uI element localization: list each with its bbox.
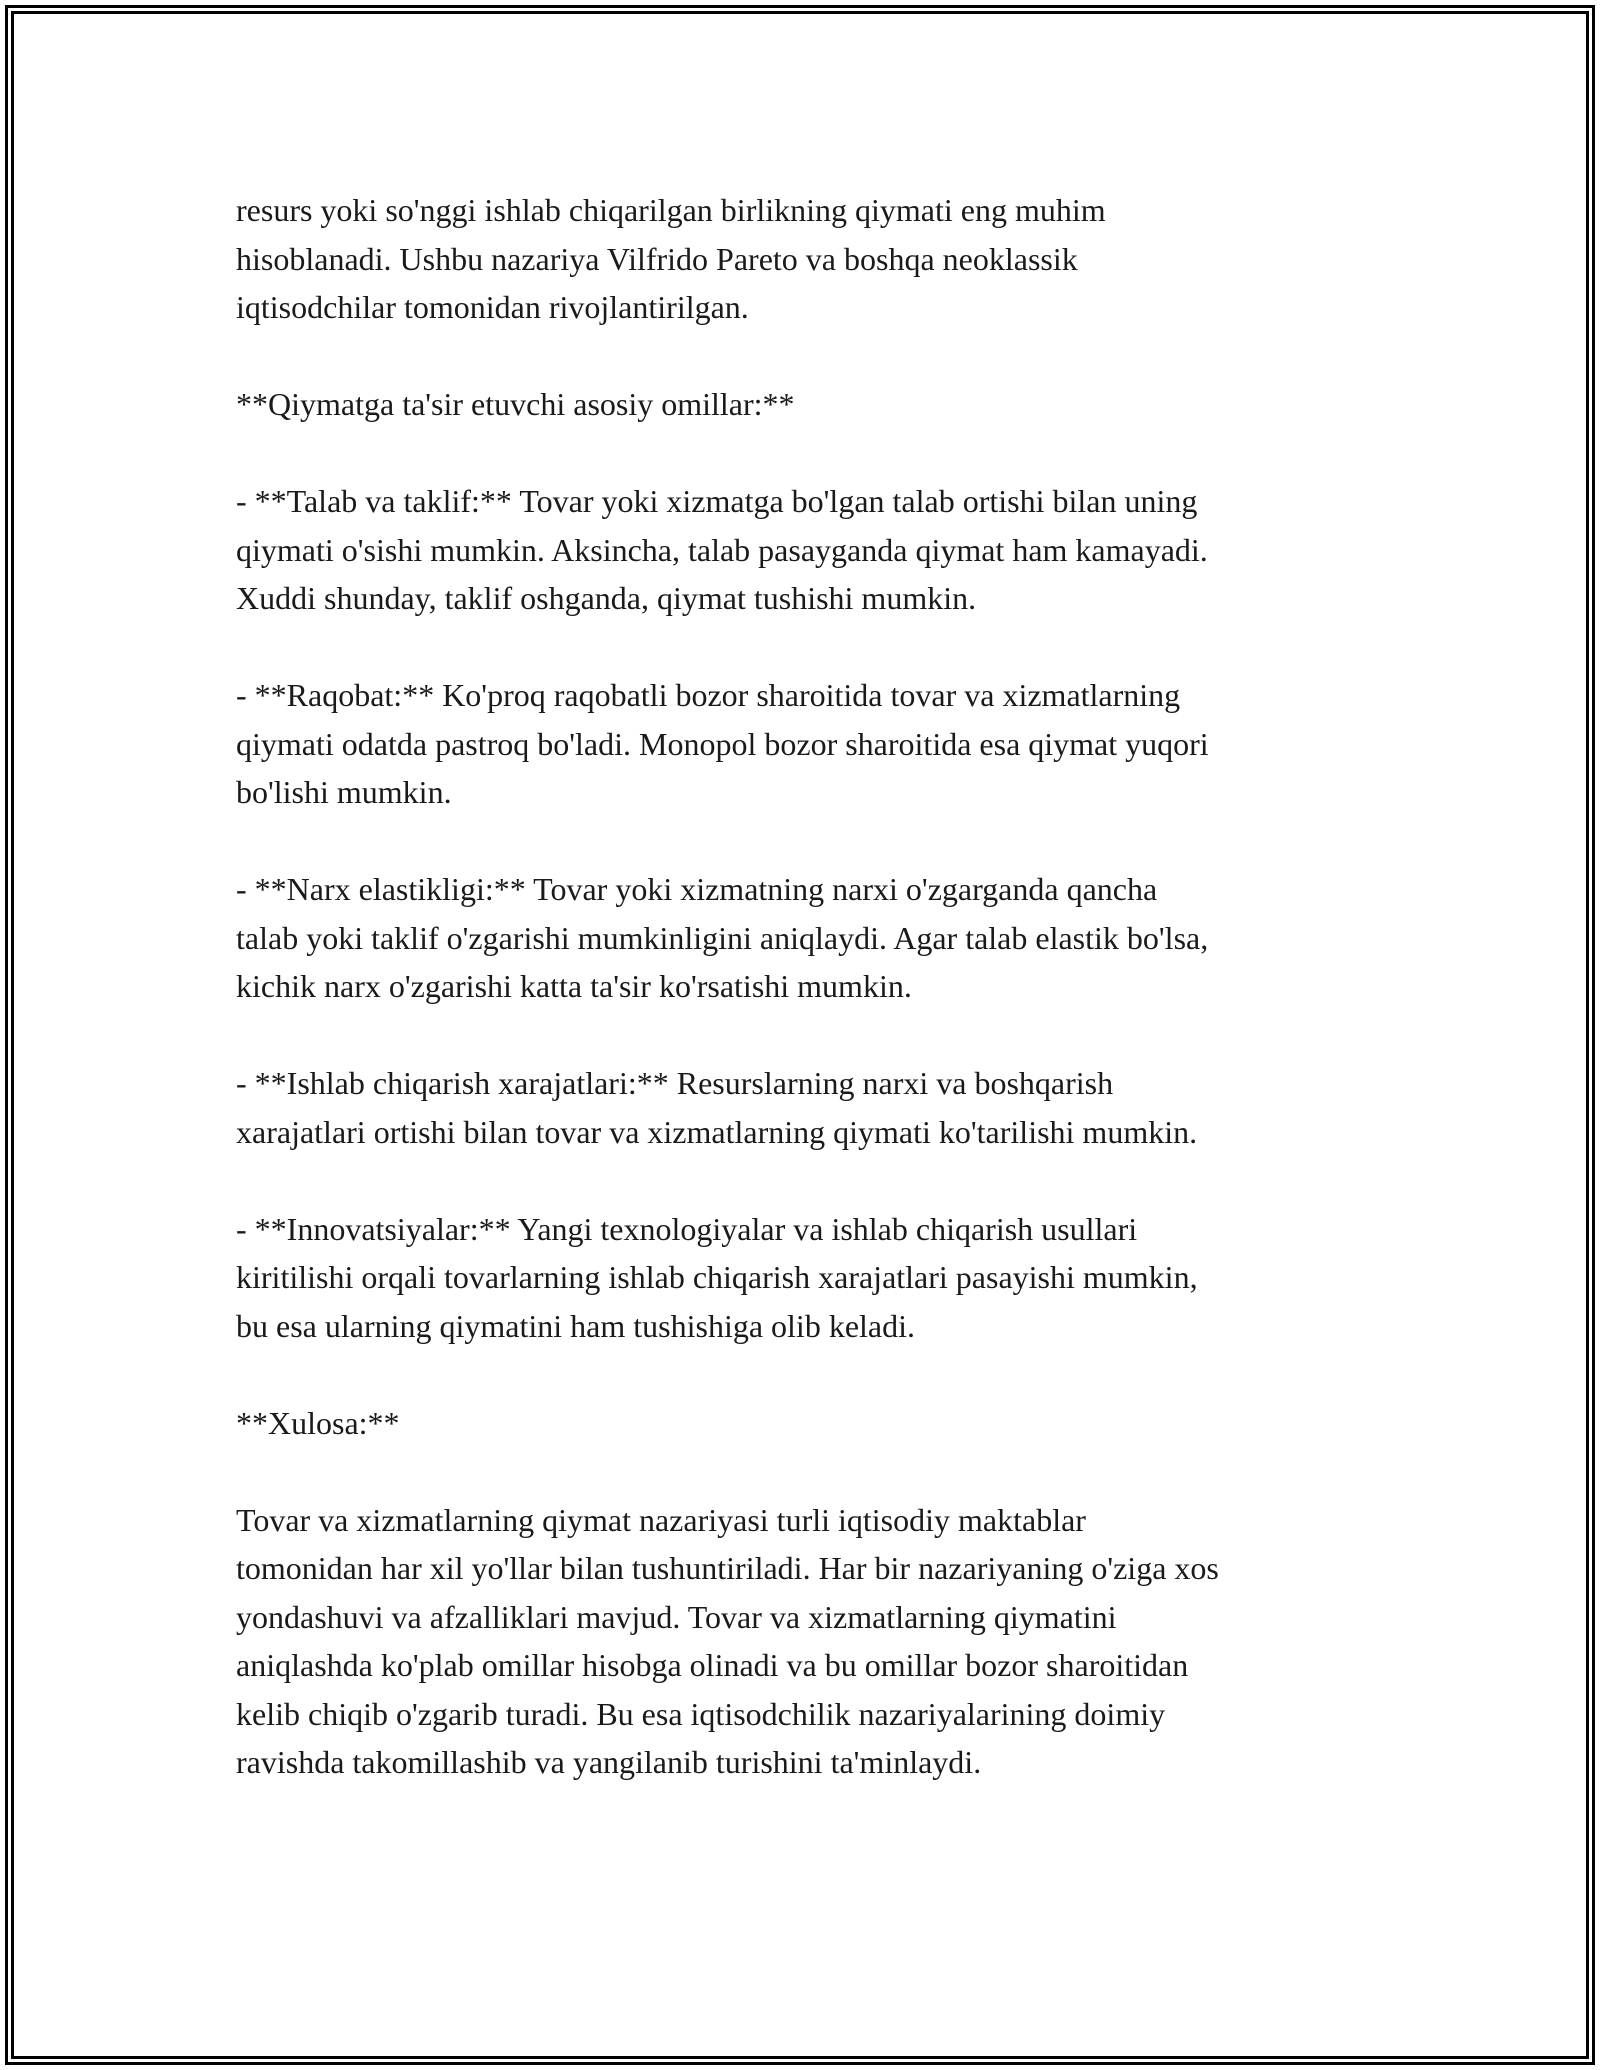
text-line: xarajatlari ortishi bilan tovar va xizmatlarning qiymati ko'tarilishi mumkin. <box>236 1113 1198 1150</box>
paragraph-conclusion <box>236 1496 1376 1787</box>
text-line: hisoblanadi. Ushbu nazariya Vilfrido Pareto va boshqa neoklassik <box>236 240 1078 277</box>
heading-text: **Xulosa:** <box>236 1404 400 1441</box>
text-line: tomonidan har xil yo'llar bilan tushuntiriladi. Har bir nazariyaning o'ziga xos <box>236 1550 1219 1586</box>
list-item-production-costs <box>236 1059 1376 1156</box>
text-line: bo'lishi mumkin. <box>236 774 452 810</box>
text-line: - **Ishlab chiqarish xarajatlari:** Resurslarning narxi va boshqarish <box>236 1065 1114 1101</box>
heading-factors <box>236 380 1376 429</box>
text-line: - **Talab va taklif:** Tovar yoki xizmatga bo'lgan talab ortishi bilan uning <box>236 483 1198 519</box>
text-line: - **Narx elastikligi:** Tovar yoki xizmatning narxi o'zgarganda qancha <box>236 871 1158 907</box>
text-line: kelib chiqib o'zgarib turadi. Bu esa iqtisodchilik nazariyalarining doimiy <box>236 1695 1166 1732</box>
text-line: resurs yoki so'nggi ishlab chiqarilgan birlikning qiymati eng muhim <box>236 192 1106 228</box>
document-body <box>236 186 1376 1835</box>
text-line: talab yoki taklif o'zgarishi mumkinligini aniqlaydi. Agar talab elastik bo'lsa, <box>236 919 1209 956</box>
text-line: kichik narx o'zgarishi katta ta'sir ko'rsatishi mumkin. <box>236 968 912 1004</box>
list-item-demand-supply <box>236 477 1376 623</box>
list-item-price-elasticity <box>236 865 1376 1011</box>
text-line: bu esa ularning qiymatini ham tushishiga olib keladi. <box>236 1307 915 1344</box>
text-line: qiymati odatda pastroq bo'ladi. Monopol bozor sharoitida esa qiymat yuqori <box>236 725 1209 762</box>
text-line: - **Raqobat:** Ko'proq raqobatli bozor sharoitida tovar va xizmatlarning <box>236 677 1181 713</box>
list-item-competition <box>236 671 1376 817</box>
text-line: aniqlashda ko'plab omillar hisobga olinadi va bu omillar bozor sharoitidan <box>236 1647 1189 1683</box>
text-line: yondashuvi va afzalliklari mavjud. Tovar va xizmatlarning qiymatini <box>236 1598 1117 1635</box>
heading-conclusion <box>236 1399 1376 1448</box>
text-line: iqtisodchilar tomonidan rivojlantirilgan. <box>236 289 749 325</box>
list-item-innovations <box>236 1205 1376 1351</box>
text-line: Xuddi shunday, taklif oshganda, qiymat tushishi mumkin. <box>236 580 977 616</box>
text-line: Tovar va xizmatlarning qiymat nazariyasi turli iqtisodiy maktablar <box>236 1501 1086 1538</box>
paragraph-intro-continuation <box>236 186 1376 332</box>
heading-text: **Qiymatga ta'sir etuvchi asosiy omillar:** <box>236 386 795 422</box>
text-line: qiymati o'sishi mumkin. Aksincha, talab pasayganda qiymat ham kamayadi. <box>236 531 1208 568</box>
text-line: ravishda takomillashib va yangilanib turishini ta'minlaydi. <box>236 1744 982 1780</box>
text-line: kiritilishi orqali tovarlarning ishlab chiqarish xarajatlari pasayishi mumkin, <box>236 1259 1198 1295</box>
text-line: - **Innovatsiyalar:** Yangi texnologiyalar va ishlab chiqarish usullari <box>236 1210 1138 1247</box>
